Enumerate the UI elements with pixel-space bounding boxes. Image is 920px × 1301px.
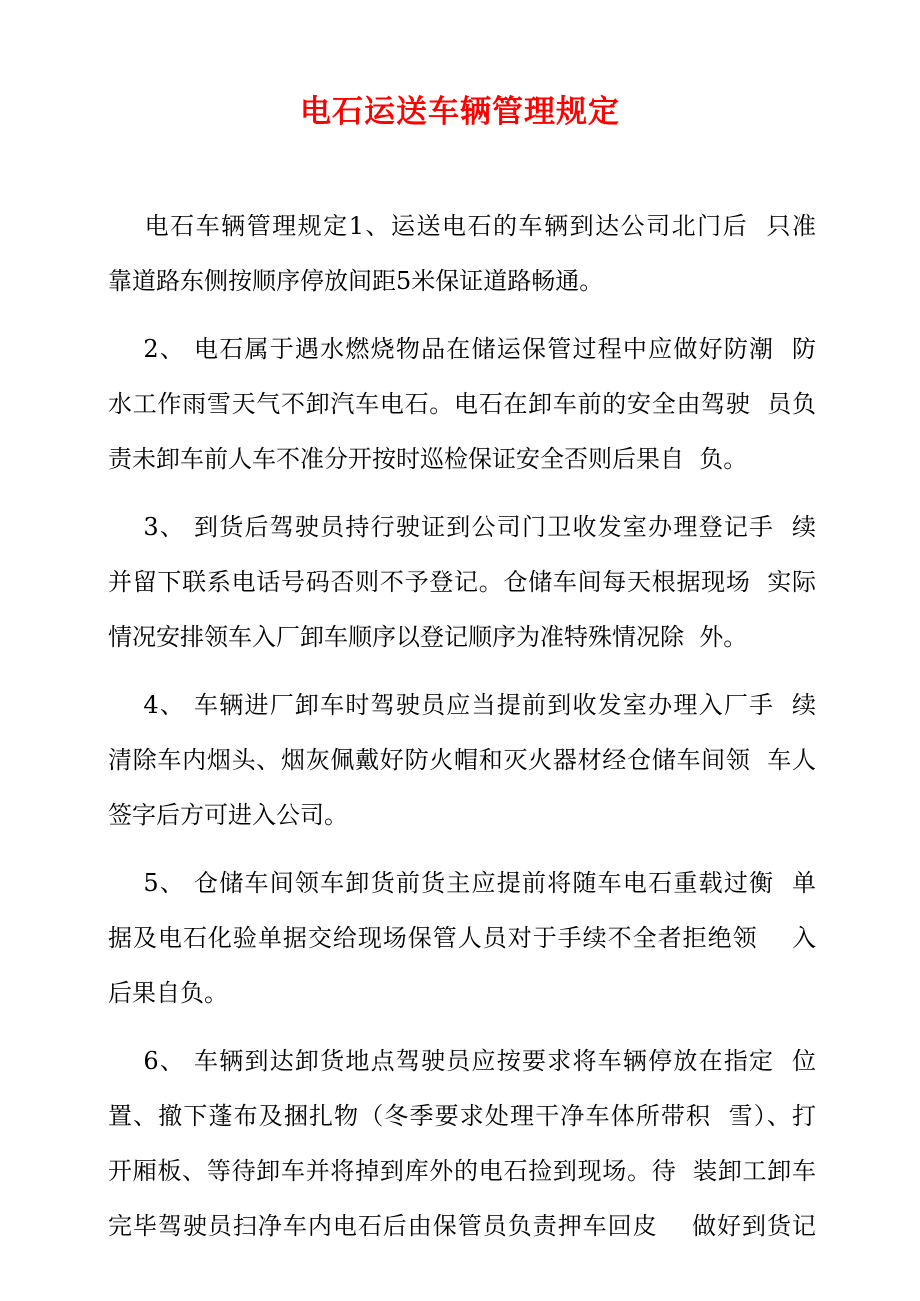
text-line: 6、 车辆到达卸货地点驾驶员应按要求将车辆停放在指定 位	[108, 1047, 816, 1075]
paragraph-4	[108, 678, 816, 843]
text-line: 签字后方可进入公司。	[108, 801, 348, 829]
paragraph-2	[108, 322, 816, 487]
text-line: 电石车辆管理规定1、运送电石的车辆到达公司北门后 只准	[108, 212, 816, 240]
text-line: 3、 到货后驾驶员持行驶证到公司门卫收发室办理登记手 续	[108, 513, 816, 541]
paragraph-6	[108, 1034, 816, 1254]
text-line: 完毕驾驶员扫净车内电石后由保管员负责押车回皮 做好到货记	[108, 1212, 816, 1240]
text-line: 清除车内烟头、烟灰佩戴好防火帽和灭火器材经仓储车间领 车人	[108, 746, 816, 774]
text-line: 水工作雨雪天气不卸汽车电石。电石在卸车前的安全由驾驶 员负	[108, 390, 816, 418]
text-line: 责未卸车前人车不准分开按时巡检保证安全否则后果自 负。	[108, 445, 748, 473]
text-line: 情况安排领车入厂卸车顺序以登记顺序为准特殊情况除 外。	[108, 623, 748, 651]
document-title: 电石运送车辆管理规定	[300, 94, 620, 130]
text-line: 靠道路东侧按顺序停放间距5米保证道路畅通。	[108, 267, 604, 295]
document-body	[108, 199, 816, 1254]
paragraph-1	[108, 199, 816, 309]
text-line: 开厢板、等待卸车并将掉到库外的电石捡到现场。待 装卸工卸车	[108, 1157, 816, 1185]
text-line: 2、 电石属于遇水燃烧物品在储运保管过程中应做好防潮 防	[108, 335, 816, 363]
text-line: 据及电石化验单据交给现场保管人员对于手续不全者拒绝领 入	[108, 924, 816, 952]
text-line: 5、 仓储车间领车卸货前货主应提前将随车电石重载过衡 单	[108, 869, 816, 897]
text-line: 4、 车辆进厂卸车时驾驶员应当提前到收发室办理入厂手 续	[108, 691, 816, 719]
text-line: 并留下联系电话号码否则不予登记。仓储车间每天根据现场 实际	[108, 568, 816, 596]
paragraph-5	[108, 856, 816, 1021]
paragraph-3	[108, 500, 816, 665]
text-line: 后果自负。	[108, 979, 228, 1007]
text-line: 置、撤下蓬布及捆扎物（冬季要求处理干净车体所带积 雪）、打	[108, 1102, 816, 1130]
